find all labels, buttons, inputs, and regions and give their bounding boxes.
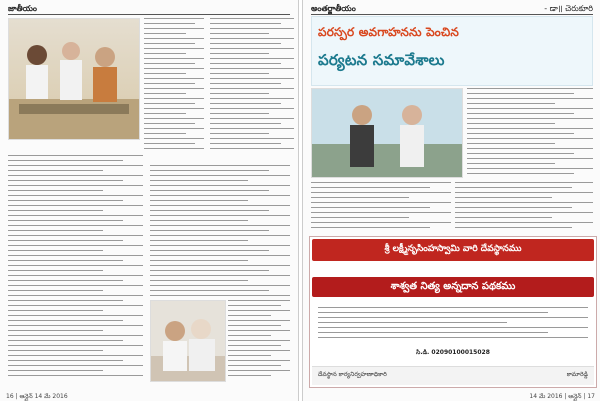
header-rule	[8, 14, 290, 15]
byline: - డా॥ చెరుకూరి	[544, 4, 593, 13]
ad-subtitle: శాశ్వత నిత్య అన్నదాన పథకము	[312, 277, 594, 297]
temple-ad	[309, 236, 597, 388]
right-column-text-b	[311, 182, 451, 234]
headline-line2: పర్యటన సమావేశాలు	[318, 51, 445, 69]
top-photo	[8, 18, 140, 140]
leaders-illustration	[312, 89, 462, 177]
left-column-text-a	[144, 18, 204, 158]
ad-footer-right: కామారెడ్డి	[566, 371, 588, 378]
ad-footer	[312, 366, 594, 385]
headline-banner	[311, 16, 593, 86]
left-column-text-d	[150, 165, 290, 305]
ad-bank-number: సి.డి. 02090100015028	[416, 349, 490, 356]
left-column-text-b	[210, 18, 294, 158]
right-column-text-c	[455, 182, 593, 234]
bottom-photo	[150, 300, 226, 382]
right-page	[302, 0, 600, 401]
ad-title: శ్రీ లక్ష్మీనృసింహస్వామి వారి దేవస్థానము	[312, 239, 594, 261]
headline-line1: పరస్పర అవగాహనను పెంచిన	[318, 25, 459, 39]
header-rule	[311, 14, 593, 15]
left-column-text-e	[228, 300, 290, 384]
ad-body-lines	[318, 307, 588, 347]
ad-footer-left: దేవస్థాన కార్యనిర్వహణాధికారి	[318, 371, 387, 378]
left-footer: 16 | ఆన్లైన్ 14 మే 2016	[6, 392, 68, 400]
section-tag-international: అంతర్జాతీయం	[311, 4, 356, 13]
right-column-text-a	[467, 88, 593, 180]
people-illustration	[9, 19, 139, 139]
left-column-text-c	[8, 155, 143, 387]
main-photo	[311, 88, 463, 178]
section-tag-national: జాతీయం	[8, 4, 37, 13]
portrait-illustration	[151, 301, 225, 381]
right-footer: 14 మే 2016 | ఆన్లైన్ | 17	[529, 392, 595, 400]
left-page	[0, 0, 299, 401]
